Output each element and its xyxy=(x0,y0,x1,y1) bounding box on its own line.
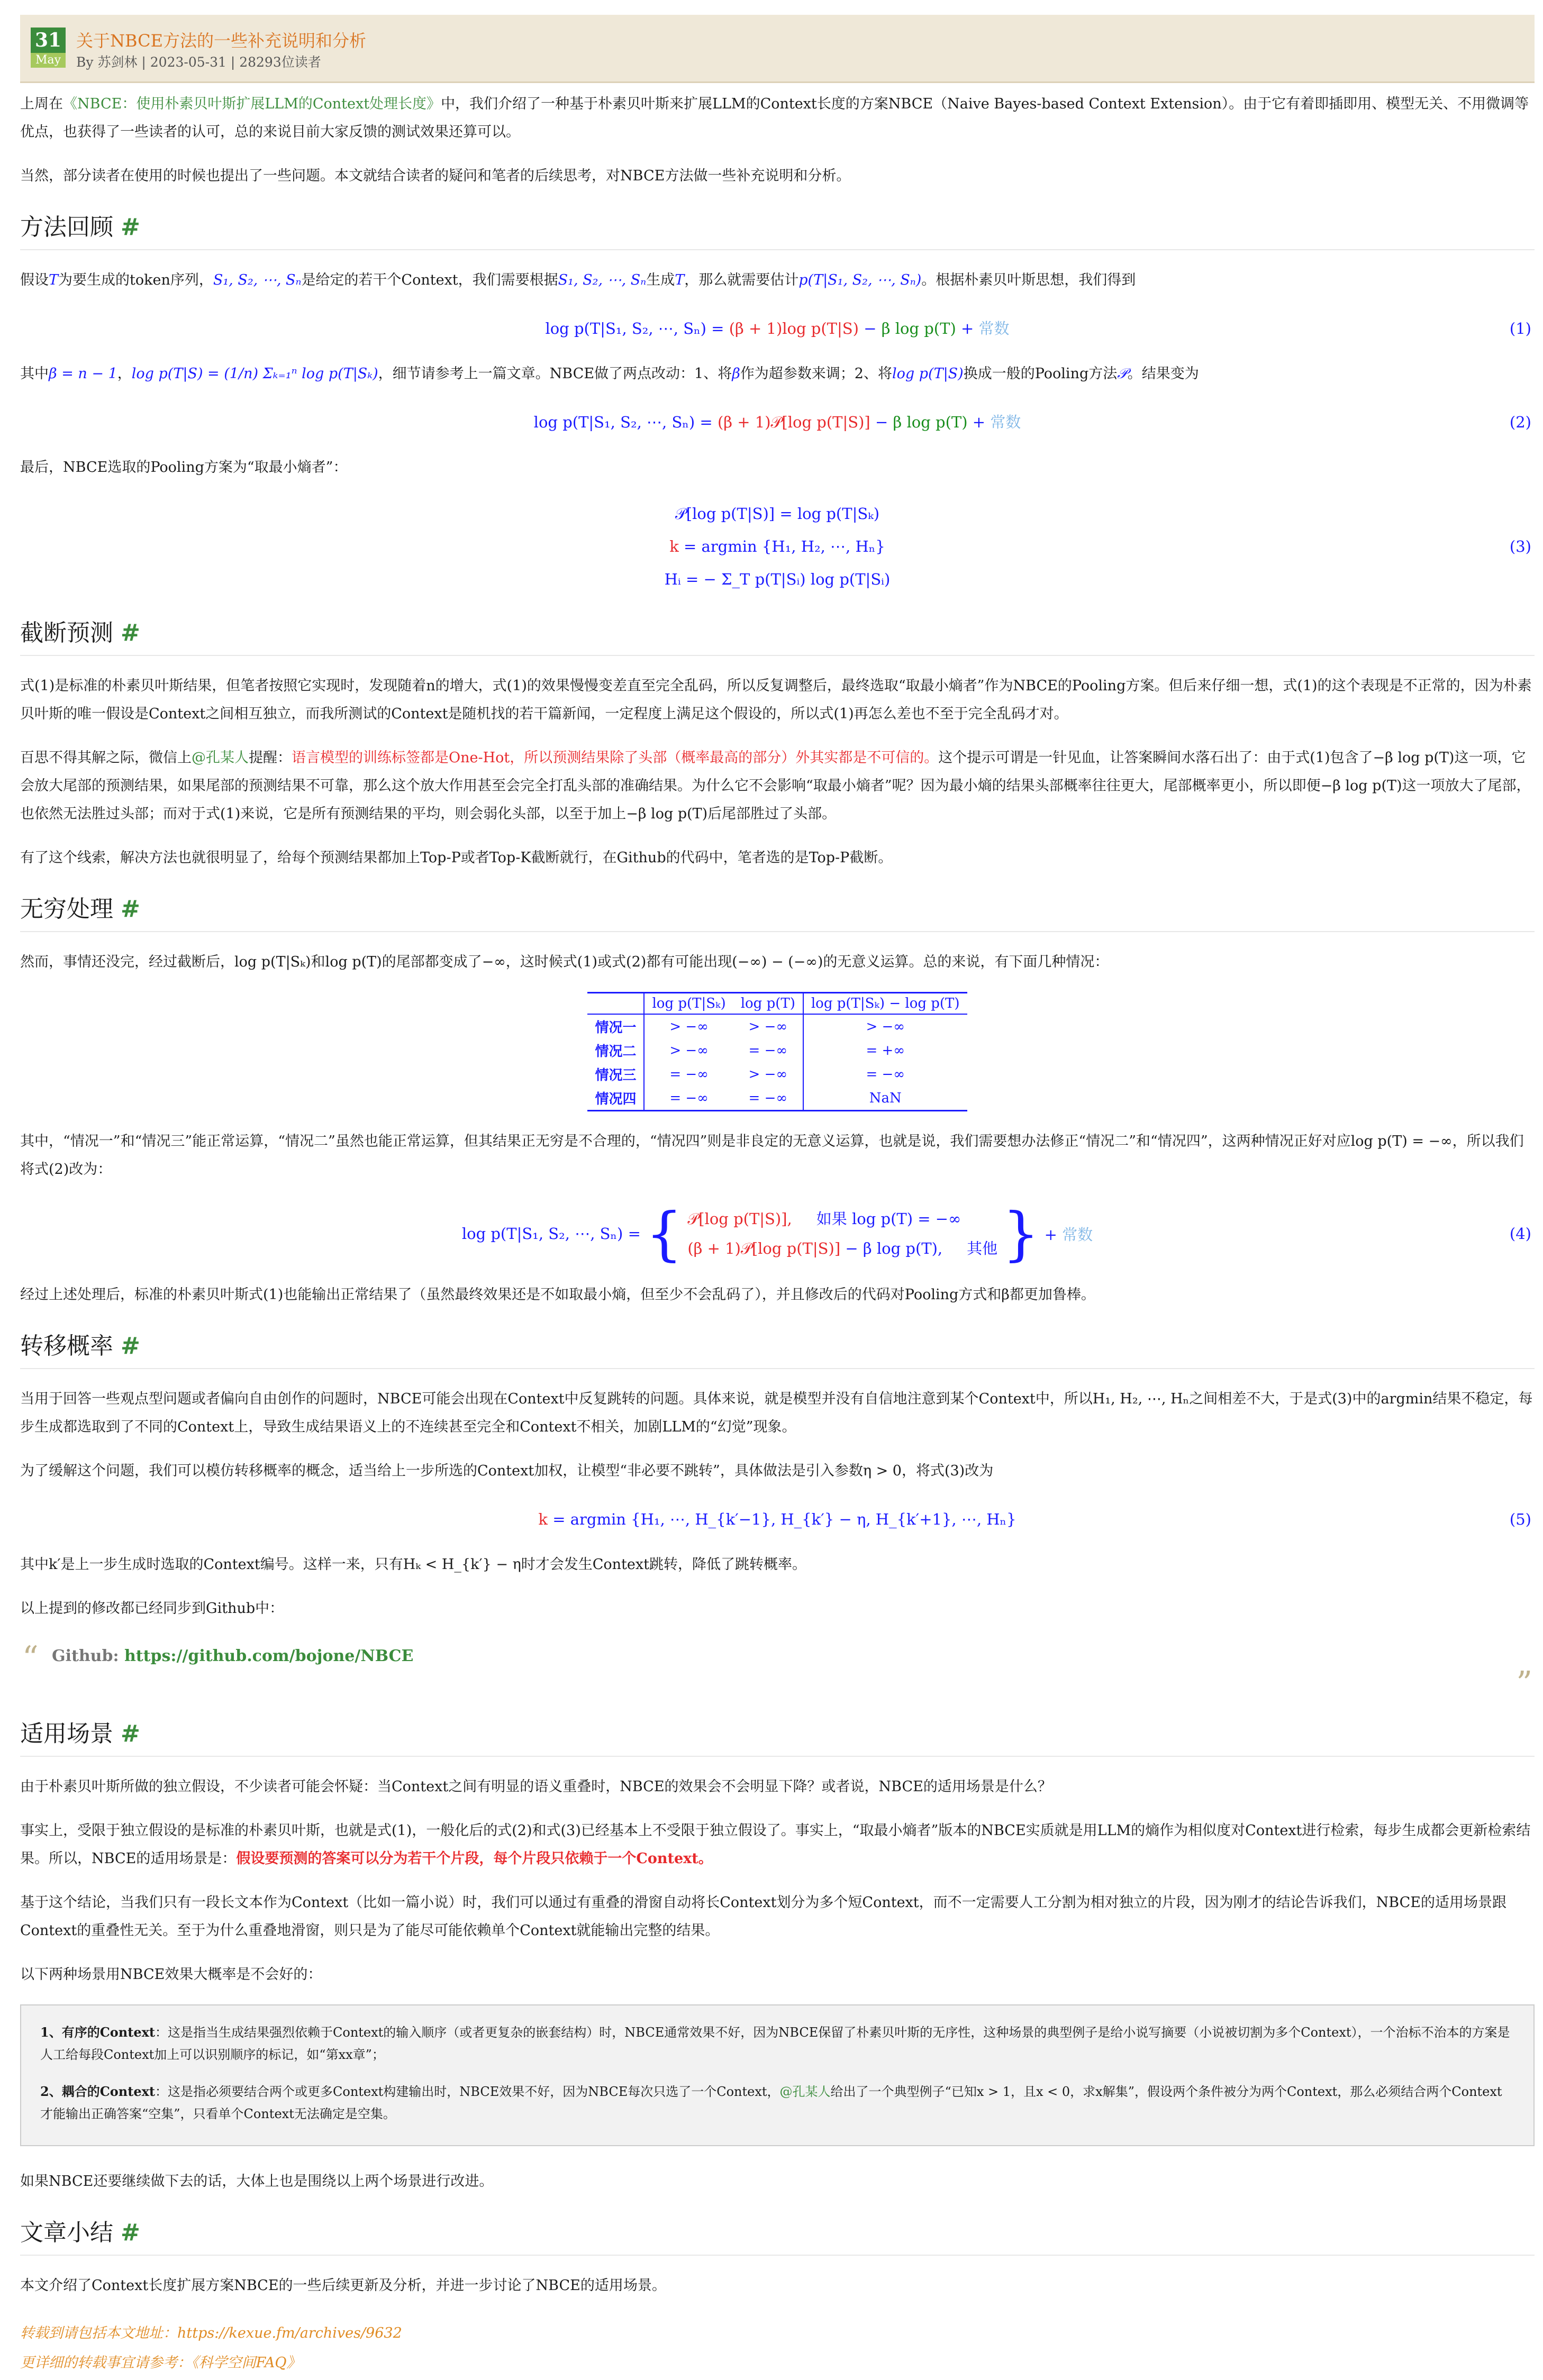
anchor-link-icon[interactable]: # xyxy=(121,896,140,923)
previous-article-link[interactable]: 《NBCE：使用朴素贝叶斯扩展LLM的Context处理长度》 xyxy=(63,96,441,112)
equation-3: 𝒫[log p(T|S)] = log p(T|Sₖ) k = argmin {H₁, H₂, ⋯, Hₙ} Hᵢ = − Σ_T p(T|Sᵢ) log p(T|Sᵢ) (3) xyxy=(664,505,1531,588)
open-quote-icon: “ xyxy=(22,1639,39,1676)
user-mention-link[interactable]: @孔某人 xyxy=(192,750,249,766)
cases-table xyxy=(587,992,967,1111)
table-header-cell: log p(T|Sₖ) xyxy=(644,993,733,1015)
repost-address[interactable]: 转载到请包括本文地址：https://kexue.fm/archives/9632 xyxy=(20,2325,402,2341)
intro-paragraph-2: 当然，部分读者在使用的时候也提出了一些问题。本文就结合读者的疑问和笔者的后续思考，对NBCE方法做一些补充说明和分析。 xyxy=(20,168,851,184)
scenario-note-box xyxy=(20,2004,1535,2146)
anchor-link-icon[interactable]: # xyxy=(121,1333,140,1360)
repost-notice xyxy=(20,2321,1535,2376)
table-header-cell: log p(T|Sₖ) − log p(T) xyxy=(803,993,967,1015)
table-row: 情况四 = −∞ = −∞ NaN xyxy=(587,1086,967,1111)
equation-number: (2) xyxy=(1509,413,1531,431)
table-row: 情况一 > −∞ > −∞ > −∞ xyxy=(587,1014,967,1038)
user-mention-link[interactable]: @孔某人 xyxy=(779,2084,831,2099)
date-month: May xyxy=(31,53,66,68)
review-paragraph-1: 假设T为要生成的token序列，S₁, S₂, ⋯, Sₙ是给定的若干个Context，我们需要根据S₁, S₂, ⋯, Sₙ生成T，那么就需要估计p(T|S₁, S₂, ⋯, Sₙ)。根据朴素贝叶斯思想，我们得到 xyxy=(20,272,1136,288)
repost-faq[interactable]: 更详细的转载事宜请参考：《科学空间FAQ》 xyxy=(20,2355,301,2371)
review-paragraph-3: 最后，NBCE选取的Pooling方案为“取最小熵者”： xyxy=(20,459,348,476)
equation-number: (5) xyxy=(1509,1510,1531,1528)
equation-number: (4) xyxy=(1509,1225,1531,1243)
anchor-link-icon[interactable]: # xyxy=(121,619,140,646)
scenario-paragraph-3: 基于这个结论，当我们只有一段长文本作为Context（比如一篇小说）时，我们可以通过有重叠的滑窗自动将长Context划分为多个短Context，而不一定需要人工分割为相对独立的片段，因为刚才的结论告诉我们，NBCE的适用场景跟Context的重叠性无关。至于为什么重叠地滑窗，则只是为了能尽可能依赖单个Context就能输出完整的结果。 xyxy=(20,1894,1506,1939)
date-day: 31 xyxy=(31,28,66,53)
equation-2: log p(T|S₁, S₂, ⋯, Sₙ) = (β + 1)𝒫[log p(T|S)] − β log p(T) + 常数 (2) xyxy=(20,404,1535,441)
post-title[interactable]: 关于NBCE方法的一些补充说明和分析 xyxy=(76,31,366,51)
anchor-link-icon[interactable]: # xyxy=(121,2219,140,2246)
transfer-paragraph-4: 以上提到的修改都已经同步到Github中： xyxy=(20,1600,284,1617)
section-heading-truncation: 截断预测 # xyxy=(20,614,1535,656)
section-heading-infinity: 无穷处理 # xyxy=(20,890,1535,932)
github-link[interactable]: https://github.com/bojone/NBCE xyxy=(124,1647,414,1665)
github-blockquote: “ Github: https://github.com/bojone/NBCE ” xyxy=(22,1639,1532,1702)
section-heading-scenario: 适用场景 # xyxy=(20,1715,1535,1757)
post-meta: By 苏剑林 | 2023-05-31 | 28293位读者 xyxy=(76,54,321,70)
table-row: 情况二 > −∞ = −∞ = +∞ xyxy=(587,1038,967,1062)
truncation-paragraph-2: 百思不得其解之际，微信上@孔某人提醒：语言模型的训练标签都是One-Hot，所以预测结果除了头部（概率最高的部分）外其实都是不可信的。这个提示可谓是一针见血，让答案瞬间水落石出了：由于式(1)包含了−β log p(T)这一项，它会放大尾部的预测结果，如果尾部的预测结果不可靠，那么这个放大作用甚至会完全打乱头部的准确结果。为什么它不会影响“取最小熵者”呢？因为最小熵的结果头部概率往往更大，尾部概率更小，所以即便−β log p(T)这一项放大了尾部，也依然无法胜过头部；而对于式(1)来说，它是所有预测结果的平均，则会弱化头部，以至于加上−β log p(T)后尾部胜过了头部。 xyxy=(20,750,1531,822)
date-badge xyxy=(31,28,66,68)
transfer-paragraph-1: 当用于回答一些观点型问题或者偏向自由创作的问题时，NBCE可能会出现在Context中反复跳转的问题。具体来说，就是模型并没有自信地注意到某个Context中，所以H₁, H₂, ⋯, Hₙ之间相差不大，于是式(3)中的argmin结果不稳定，每步生成都选取到了不同的Context上，导致生成结果语义上的不连续甚至完全和Context不相关，加剧LLM的“幻觉”现象。 xyxy=(20,1391,1533,1435)
equation-4: log p(T|S₁, S₂, ⋯, Sₙ) = { 𝒫[log p(T|S)], 如果 log p(T) = −∞ (β + 1)𝒫[log p(T|S)] − β log p(T), 其他 } + 常数 (4) xyxy=(461,1200,1531,1267)
table-row: 情况三 = −∞ > −∞ = −∞ xyxy=(587,1062,967,1086)
review-paragraph-2: 其中β = n − 1，log p(T|S) = (1/n) Σₖ₌₁ⁿ log p(T|Sₖ)，细节请参考上一篇文章。NBCE做了两点改动：1、将β作为超参数来调；2、将log p(T|S)换成一般的Pooling方法𝒫。结果变为 xyxy=(20,366,1199,382)
scenario-paragraph-2: 事实上，受限于独立假设的是标准的朴素贝叶斯，也就是式(1)，一般化后的式(2)和式(3)已经基本上不受限于独立假设了。事实上，“取最小熵者”版本的NBCE实质就是用LLM的熵作为相似度对Context进行检索，每步生成都会更新检索结果。所以，NBCE的适用场景是：假设要预测的答案可以分为若干个片段，每个片段只依赖于一个Context。 xyxy=(20,1822,1531,1867)
note-item-coupled: 2、耦合的Context：这是指必须要结合两个或更多Context构建输出时，NBCE效果不好，因为NBCE每次只选了一个Context，@孔某人给出了一个典型例子“已知x > 1，且x < 0，求x解集”，假设两个条件被分为两个Context，那么必须结合两个Context才能输出正确答案“空集”，只看单个Context无法确定是空集。 xyxy=(40,2084,1502,2121)
section-heading-summary: 文章小结 # xyxy=(20,2213,1535,2256)
table-header-cell xyxy=(587,993,644,1015)
table-header-cell: log p(T) xyxy=(733,993,803,1015)
section-heading-review: 方法回顾 # xyxy=(20,208,1535,250)
anchor-link-icon[interactable]: # xyxy=(121,214,140,241)
infinity-paragraph-3: 经过上述处理后，标准的朴素贝叶斯式(1)也能输出正常结果了（虽然最终效果还是不如取最小熵，但至少不会乱码了），并且修改后的代码对Pooling方式和β都更加鲁棒。 xyxy=(20,1287,1095,1303)
equation-number: (1) xyxy=(1509,320,1531,338)
intro-paragraph-1: 上周在《NBCE：使用朴素贝叶斯扩展LLM的Context处理长度》中，我们介绍了一种基于朴素贝叶斯来扩展LLM的Context长度的方案NBCE（Naive Bayes-based Context Extension）。由于它有着即插即用、模型无关、不用微调等优点，也获得了一些读者的认可，总的来说目前大家反馈的测试效果还算可以。 xyxy=(20,96,1529,140)
summary-paragraph: 本文介绍了Context长度扩展方案NBCE的一些后续更新及分析，并进一步讨论了NBCE的适用场景。 xyxy=(20,2277,666,2294)
close-quote-icon: ” xyxy=(1516,1665,1532,1702)
anchor-link-icon[interactable]: # xyxy=(121,1720,140,1747)
post-header xyxy=(20,15,1535,83)
equation-1: log p(T|S₁, S₂, ⋯, Sₙ) = (β + 1)log p(T|S) − β log p(T) + 常数 (1) xyxy=(20,310,1535,347)
scenario-paragraph-5: 如果NBCE还要继续做下去的话，大体上也是围绕以上两个场景进行改进。 xyxy=(20,2173,494,2190)
truncation-paragraph-3: 有了这个线索，解决方法也就很明显了，给每个预测结果都加上Top-P或者Top-K截断就行，在Github的代码中，笔者选的是Top-P截断。 xyxy=(20,850,893,866)
equation-5: k = argmin {H₁, ⋯, H_{k′−1}, H_{k′} − η, H_{k′+1}, ⋯, Hₙ} (5) xyxy=(20,1501,1535,1538)
transfer-paragraph-3: 其中k′是上一步生成时选取的Context编号。这样一来，只有Hₖ < H_{k′} − η时才会发生Context跳转，降低了跳转概率。 xyxy=(20,1556,806,1573)
equation-number: (3) xyxy=(1509,537,1531,555)
infinity-paragraph-2: 其中，“情况一”和“情况三”能正常运算，“情况二”虽然也能正常运算，但其结果正无穷是不合理的，“情况四”则是非良定的无意义运算，也就是说，我们需要想办法修正“情况二”和“情况四”，这两种情况正好对应log p(T) = −∞，所以我们将式(2)改为： xyxy=(20,1133,1524,1178)
section-heading-transfer: 转移概率 # xyxy=(20,1327,1535,1369)
infinity-paragraph-1: 然而，事情还没完，经过截断后，log p(T|Sₖ)和log p(T)的尾部都变成了−∞，这时候式(1)或式(2)都有可能出现(−∞) − (−∞)的无意义运算。总的来说，有下面几种情况： xyxy=(20,954,1109,970)
transfer-paragraph-2: 为了缓解这个问题，我们可以模仿转移概率的概念，适当给上一步所选的Context加权，让模型“非必要不跳转”，具体做法是引入参数η > 0，将式(3)改为 xyxy=(20,1463,994,1479)
note-item-ordered: 1、有序的Context：这是指当生成结果强烈依赖于Context的输入顺序（或者更复杂的嵌套结构）时，NBCE通常效果不好，因为NBCE保留了朴素贝叶斯的无序性，这种场景的典型例子是给小说写摘要（小说被切割为多个Context），一个治标不治本的方案是人工给每段Context加上可以识别顺序的标记，如“第xx章”； xyxy=(40,2025,1510,2062)
post-content xyxy=(20,90,1535,2380)
scenario-paragraph-4: 以下两种场景用NBCE效果大概率是不会好的： xyxy=(20,1966,322,1983)
truncation-paragraph-1: 式(1)是标准的朴素贝叶斯结果，但笔者按照它实现时，发现随着n的增大，式(1)的效果慢慢变差直至完全乱码，所以反复调整后，最终选取“取最小熵者”作为NBCE的Pooling方案。但后来仔细一想，式(1)的这个表现是不正常的，因为朴素贝叶斯的唯一假设是Context之间相互独立，而我所测试的Context是随机找的若干篇新闻，一定程度上满足这个假设的，所以式(1)再怎么差也不至于完全乱码才对。 xyxy=(20,678,1532,722)
scenario-paragraph-1: 由于朴素贝叶斯所做的独立假设，不少读者可能会怀疑：当Context之间有明显的语义重叠时，NBCE的效果会不会明显下降？或者说，NBCE的适用场景是什么？ xyxy=(20,1779,1052,1795)
